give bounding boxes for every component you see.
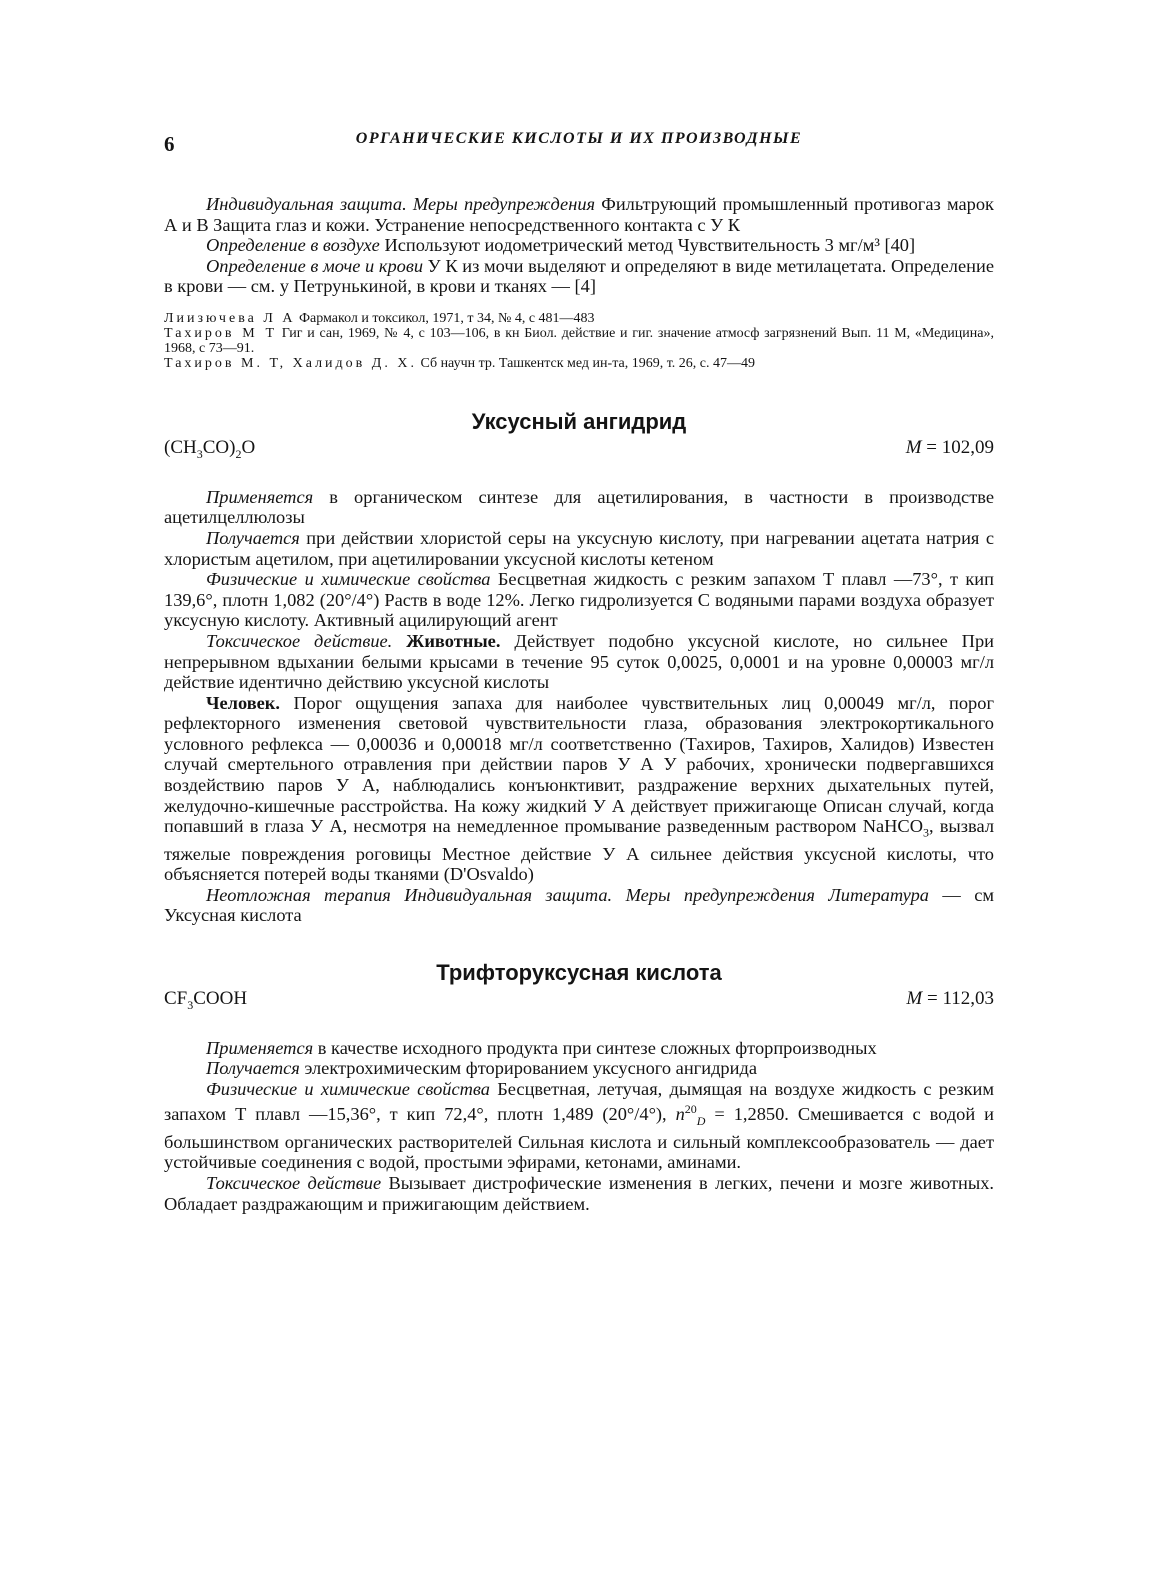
paragraph-text: в качестве исходного продукта при синтезе сложных фторпроизводных [313,1037,877,1058]
intro-p1-text: Фильтрующий промышленный противогаз марок А и В Защита глаз и кожи. Устранение непосредственного контакта с У К [164,194,994,235]
paragraph-toxicity [164,1173,994,1214]
page-header [164,120,994,160]
reference-list [164,311,994,371]
document-page [164,120,994,1214]
running-title: ОРГАНИЧЕСКИЕ КИСЛОТЫ И ИХ ПРОИЗВОДНЫЕ [355,130,803,147]
chemical-formula: $CF_3COOH$ [164,987,248,1012]
reference-text: Сб научн тр. Ташкентск мед ин-та, 1969, т. 26, с. 47—49 [416,355,755,371]
intro-p3-lead: Определение в моче и крови [206,255,424,276]
section-title: Трифторуксусная кислота [436,959,722,985]
reference-item [164,326,994,356]
paragraph-application [164,487,994,528]
paragraph-toxicity-human [164,693,994,885]
intro-paragraph-urine [164,256,994,297]
reference-item [164,311,994,326]
intro-paragraph-protection [164,194,994,235]
paragraph-text: — см Уксусная кислота [164,884,995,926]
paragraph-text: Действует подобно уксусной кислоте, но сильнее При непрерывном вдыхании белыми крысами в течение 95 суток 0,0025, 0,0001 и на уровне 0,00003 мг/л действие идентично действию уксусной кислоты [164,630,995,693]
reference-text: Фармакол и токсикол, 1971, т 34, № 4, с 481—483 [295,310,595,326]
intro-p2-text: Используют иодометрический метод Чувствительность 3 мг/м³ [40] [379,235,916,256]
paragraph-application [164,1038,994,1059]
paragraph-properties [164,569,994,631]
paragraph-lead: Получается [206,527,300,548]
reference-author: Тахиров М Т [164,325,277,341]
paragraph-text: Бесцветная, летучая, дымящая на воздухе жидкость с резким запахом Т плавл —15,36°, т кип 72,4°, плотн 1,489 (20°/4°), [164,1078,995,1125]
paragraph-lead: Применяется [206,1037,314,1058]
paragraph-lead: Токсическое действие. [206,630,393,651]
paragraph-production [164,528,994,569]
intro-paragraph-air [164,235,994,256]
section-title: Уксусный ангидрид [471,408,687,434]
intro-p3-text: У К из мочи выделяют и определяют в виде метилацетата. Определение в крови — см. у Петрунькиной, в крови и тканях — [4] [164,255,994,297]
paragraph-lead: Токсическое действие [206,1173,382,1194]
paragraph-bold-term: Человек. [206,692,281,713]
paragraph-bold-term: Животные. [392,630,501,651]
paragraph-text: в органическом синтезе для ацетилирования, в частности в производстве ацетилцеллюлозы [164,486,994,528]
reference-author: Лиизючева Л А [164,310,296,326]
paragraph-text: электрохимическим фторированием уксусного ангидрида [299,1058,757,1079]
reference-item [164,356,994,371]
superscript: 20 [684,1102,697,1117]
chemical-formula: $(CH_3CO)_2O$ [164,436,256,461]
subscript: D [696,1114,706,1129]
paragraph-production [164,1058,994,1079]
paragraph-text: = 1,2850. Смешивается с водой и большинством органических растворителей Сильная кислота и сильный комплексообразователь — дает устойчивые соединения с водой, простыми эфирами, кетонами, аминами. [164,1104,994,1173]
page-number: 6 [164,132,175,156]
paragraph-toxicity-animals [164,631,994,693]
refractive-index-symbol: n [675,1104,685,1125]
paragraph-lead: Неотложная терапия Индивидуальная защита. Меры предупреждения Литература [206,884,929,905]
section-acetic-anhydride [164,409,994,926]
formula-row [164,988,994,1016]
paragraph-text: при действии хлористой серы на уксусную кислоту, при нагревании ацетата натрия с хлористым ацетилом, при ацетилировании уксусной кислоты кетеном [164,527,994,569]
intro-block [164,194,994,297]
paragraph-therapy [164,885,994,926]
paragraph-lead: Применяется [206,486,314,507]
reference-text: Гиг и сан, 1969, № 4, с 103—106, в кн Биол. действие и гиг. значение атмосф загрязнений Вып. 11 М, «Медицина», 1968, с 73—91. [164,325,994,356]
paragraph-text: Порог ощущения запаха для наиболее чувствительных лиц 0,00049 мг/л, порог рефлекторного изменения световой чувствительности глаза, образования электрокортикального условного рефлекса — 0,00036 и 0,00018 мг/л соответственно (Тахиров, Тахиров, Халидов) Известен случай смертельного отравления при действии паров У А У рабочих, хронически подвергавшихся воздействию паров У А, наблюдались конъюнктивит, раздражение верхних дыхательных путей, желудочно-кишечные расстройства. На кожу жидкий У А действует прижигающе Описан случай, когда попавший в глаза У А, несмотря на немедленное промывание разведенным раствором NaHCO [164,692,994,837]
molar-mass: M = 112,03 [906,987,994,1009]
molar-mass: M = 102,09 [905,436,994,458]
formula-row [164,437,994,465]
paragraph-text: , вызвал тяжелые повреждения роговицы Местное действие У А сильнее действия уксусной кислоты, что объясняется потерей воды тканями (D'Osvaldo) [164,816,994,885]
paragraph-text: Бесцветная жидкость с резким запахом Т плавл —73°, т кип 139,6°, плотн 1,082 (20°/4°) Раств в воде 12%. Легко гидролизуется С водяными парами воздуха образует уксусную кислоту. Активный ацилирующий агент [164,569,994,631]
section-trifluoroacetic-acid [164,960,994,1214]
intro-p1-lead: Индивидуальная защита. Меры предупреждения [206,194,596,214]
reference-author: Тахиров М. Т, Халидов Д. Х. [164,355,417,371]
paragraph-properties [164,1079,994,1173]
paragraph-lead: Физические и химические свойства [206,569,491,590]
paragraph-lead: Физические и химические свойства [206,1078,490,1099]
subscript: 3 [922,825,929,840]
intro-p2-lead: Определение в воздухе [206,235,380,256]
paragraph-lead: Получается [206,1058,300,1079]
paragraph-text: Вызывает дистрофические изменения в легких, печени и мозге животных. Обладает раздражающим и прижигающим действием. [164,1173,994,1214]
